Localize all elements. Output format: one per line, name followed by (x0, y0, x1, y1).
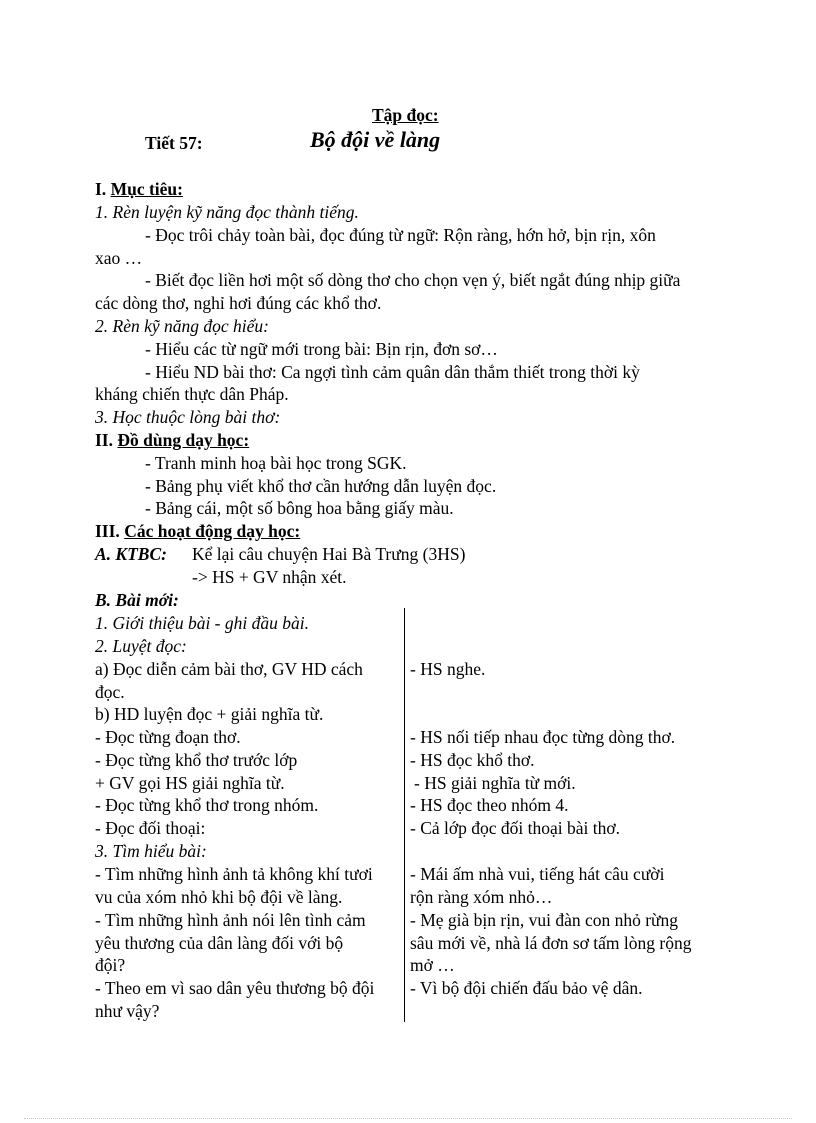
section-1-sub-1: 1. Rèn luyện kỹ năng đọc thành tiếng. (95, 202, 359, 222)
table-right-line: - HS đọc khổ thơ. (410, 750, 535, 770)
table-left-line: vu của xóm nhỏ khi bộ đội về làng. (95, 887, 343, 907)
table-left-line: như vậy? (95, 1001, 160, 1021)
table-right-line: - HS nghe. (410, 659, 486, 679)
section-2-title: Đồ dùng dạy học: (117, 430, 250, 450)
table-right-line: - Mẹ già bịn rịn, vui đàn con nhỏ rừng (410, 910, 679, 930)
section-1-line: - Hiểu ND bài thơ: Ca ngợi tình cảm quân dân thắm thiết trong thời kỳ (145, 362, 640, 382)
new-lesson-label: B. Bài mới: (95, 590, 179, 610)
table-right-line: - HS giải nghĩa từ mới. (414, 773, 576, 793)
table-right-line: - Mái ấm nhà vui, tiếng hát câu cười (410, 864, 665, 884)
ktbc-text-2: -> HS + GV nhận xét. (192, 567, 347, 587)
table-left-line: 3. Tìm hiểu bài: (95, 841, 207, 861)
table-left-line: đọc. (95, 682, 125, 702)
section-1-sub-3: 3. Học thuộc lòng bài thơ: (95, 407, 281, 427)
table-column-divider (404, 608, 405, 1022)
subject-label: Tập đọc: (372, 105, 439, 125)
section-1-line: xao … (95, 248, 143, 268)
section-2-line: - Bảng cái, một số bông hoa bằng giấy màu. (145, 498, 454, 518)
table-right-line: rộn ràng xóm nhỏ… (410, 887, 553, 907)
section-2-heading (95, 429, 249, 451)
section-1-sub-2: 2. Rèn kỹ năng đọc hiểu: (95, 316, 269, 336)
ktbc-text: Kể lại câu chuyện Hai Bà Trưng (3HS) (192, 544, 466, 564)
section-1-line: - Đọc trôi chảy toàn bài, đọc đúng từ ngữ: Rộn ràng, hớn hở, bịn rịn, xôn (145, 225, 656, 245)
section-3-heading (95, 520, 300, 542)
table-right-line: - HS nối tiếp nhau đọc từng dòng thơ. (410, 727, 676, 747)
ktbc-label: A. KTBC: (95, 544, 167, 564)
table-left-line: 1. Giới thiệu bài - ghi đầu bài. (95, 613, 309, 633)
table-left-line: - Tìm những hình ảnh tả không khí tươi (95, 864, 373, 884)
table-left-line: - Tìm những hình ảnh nói lên tình cảm (95, 910, 366, 930)
section-1-line: các dòng thơ, nghỉ hơi đúng các khổ thơ. (95, 293, 382, 313)
section-3-number: III. (95, 521, 120, 541)
table-right-line: sâu mới về, nhà lá đơn sơ tấm lòng rộng (410, 933, 692, 953)
table-left-line: - Đọc đối thoại: (95, 818, 206, 838)
table-right-line: - Vì bộ đội chiến đấu bảo vệ dân. (410, 978, 643, 998)
section-1-line: - Biết đọc liền hơi một số dòng thơ cho chọn vẹn ý, biết ngắt đúng nhịp giữa (145, 270, 681, 290)
table-left-line: - Đọc từng khổ thơ trước lớp (95, 750, 298, 770)
page-title: Bộ đội về làng (310, 127, 441, 152)
section-2-line: - Tranh minh hoạ bài học trong SGK. (145, 453, 407, 473)
page-bottom-rule (24, 1118, 792, 1119)
table-left-line: - Đọc từng đoạn thơ. (95, 727, 241, 747)
section-2-number: II. (95, 430, 113, 450)
table-left-line: đội? (95, 955, 126, 975)
table-left-line: b) HD luyện đọc + giải nghĩa từ. (95, 704, 324, 724)
section-1-title: Mục tiêu: (110, 179, 183, 199)
section-1-number: I. (95, 179, 107, 199)
table-left-line: yêu thương của dân làng đối với bộ (95, 933, 344, 953)
section-2-line: - Bảng phụ viết khổ thơ cần hướng dẫn luyện đọc. (145, 476, 497, 496)
lesson-number: Tiết 57: (145, 133, 203, 153)
section-1-heading (95, 178, 183, 200)
table-left-line: 2. Luyệt đọc: (95, 636, 187, 656)
table-left-line: + GV gọi HS giải nghĩa từ. (95, 773, 285, 793)
table-right-line: mở … (410, 955, 455, 975)
section-1-line: kháng chiến thực dân Pháp. (95, 384, 289, 404)
table-left-line: a) Đọc diễn cảm bài thơ, GV HD cách (95, 659, 363, 679)
table-left-line: - Theo em vì sao dân yêu thương bộ đội (95, 978, 375, 998)
table-right-line: - HS đọc theo nhóm 4. (410, 795, 569, 815)
table-left-line: - Đọc từng khổ thơ trong nhóm. (95, 795, 319, 815)
table-right-line: - Cả lớp đọc đối thoại bài thơ. (410, 818, 620, 838)
section-3-title: Các hoạt động dạy học: (124, 521, 301, 541)
section-1-line: - Hiểu các từ ngữ mới trong bài: Bịn rịn, đơn sơ… (145, 339, 498, 359)
